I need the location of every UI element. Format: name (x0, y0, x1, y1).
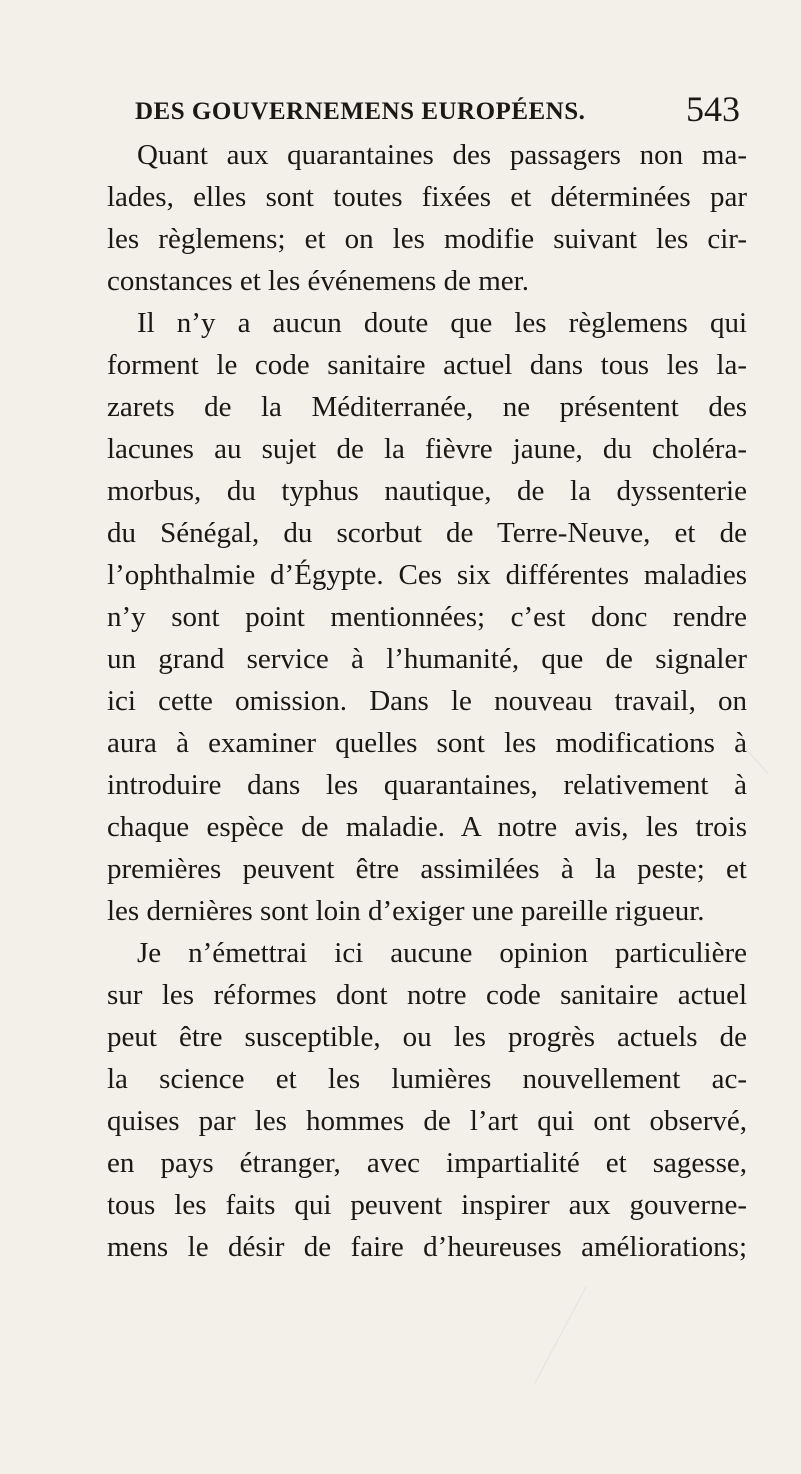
text-line: morbus, du typhus nautique, de la dyssenterie (107, 475, 747, 507)
text-line: la science et les lumières nouvellement ac- (107, 1063, 747, 1095)
text-line: les dernières sont loin d’exiger une pareille rigueur. (107, 895, 705, 927)
text-line: un grand service à l’humanité, que de signaler (107, 643, 747, 675)
text-line: peut être susceptible, ou les progrès actuels de (107, 1021, 747, 1053)
text-line: ici cette omission. Dans le nouveau travail, on (107, 685, 747, 717)
page-number: 543 (686, 89, 740, 129)
body-text (107, 134, 747, 1268)
text-line: constances et les événemens de mer. (107, 265, 529, 297)
text-line: lacunes au sujet de la fièvre jaune, du choléra- (107, 433, 747, 465)
text-line: sur les réformes dont notre code sanitaire actuel (107, 979, 747, 1011)
text-line: en pays étranger, avec impartialité et sagesse, (107, 1147, 747, 1179)
text-line: l’ophthalmie d’Égypte. Ces six différentes maladies (107, 559, 747, 591)
text-line: lades, elles sont toutes fixées et déterminées par (107, 181, 747, 213)
text-line: n’y sont point mentionnées; c’est donc rendre (107, 601, 747, 633)
text-line: mens le désir de faire d’heureuses améliorations; (107, 1231, 747, 1263)
text-line: quises par les hommes de l’art qui ont observé, (107, 1105, 747, 1137)
text-line: aura à examiner quelles sont les modifications à (107, 727, 747, 759)
text-line: zarets de la Méditerranée, ne présentent des (107, 391, 747, 423)
text-line: chaque espèce de maladie. A notre avis, les trois (107, 811, 747, 843)
text-line: introduire dans les quarantaines, relativement à (107, 769, 747, 801)
text-line: Je n’émettrai ici aucune opinion particulière (137, 937, 747, 969)
text-line: du Sénégal, du scorbut de Terre-Neuve, et de (107, 517, 747, 549)
paper-texture-mark (534, 1286, 587, 1384)
text-line: tous les faits qui peuvent inspirer aux gouverne- (107, 1189, 747, 1221)
text-line: forment le code sanitaire actuel dans tous les la- (107, 349, 747, 381)
text-line: les règlemens; et on les modifie suivant les cir- (107, 223, 747, 255)
page-header (135, 88, 740, 136)
running-head: DES GOUVERNEMENS EUROPÉENS. (135, 98, 586, 125)
text-line: Quant aux quarantaines des passagers non ma- (137, 139, 747, 171)
text-line: premières peuvent être assimilées à la peste; et (107, 853, 747, 885)
text-line: Il n’y a aucun doute que les règlemens qui (137, 307, 747, 339)
